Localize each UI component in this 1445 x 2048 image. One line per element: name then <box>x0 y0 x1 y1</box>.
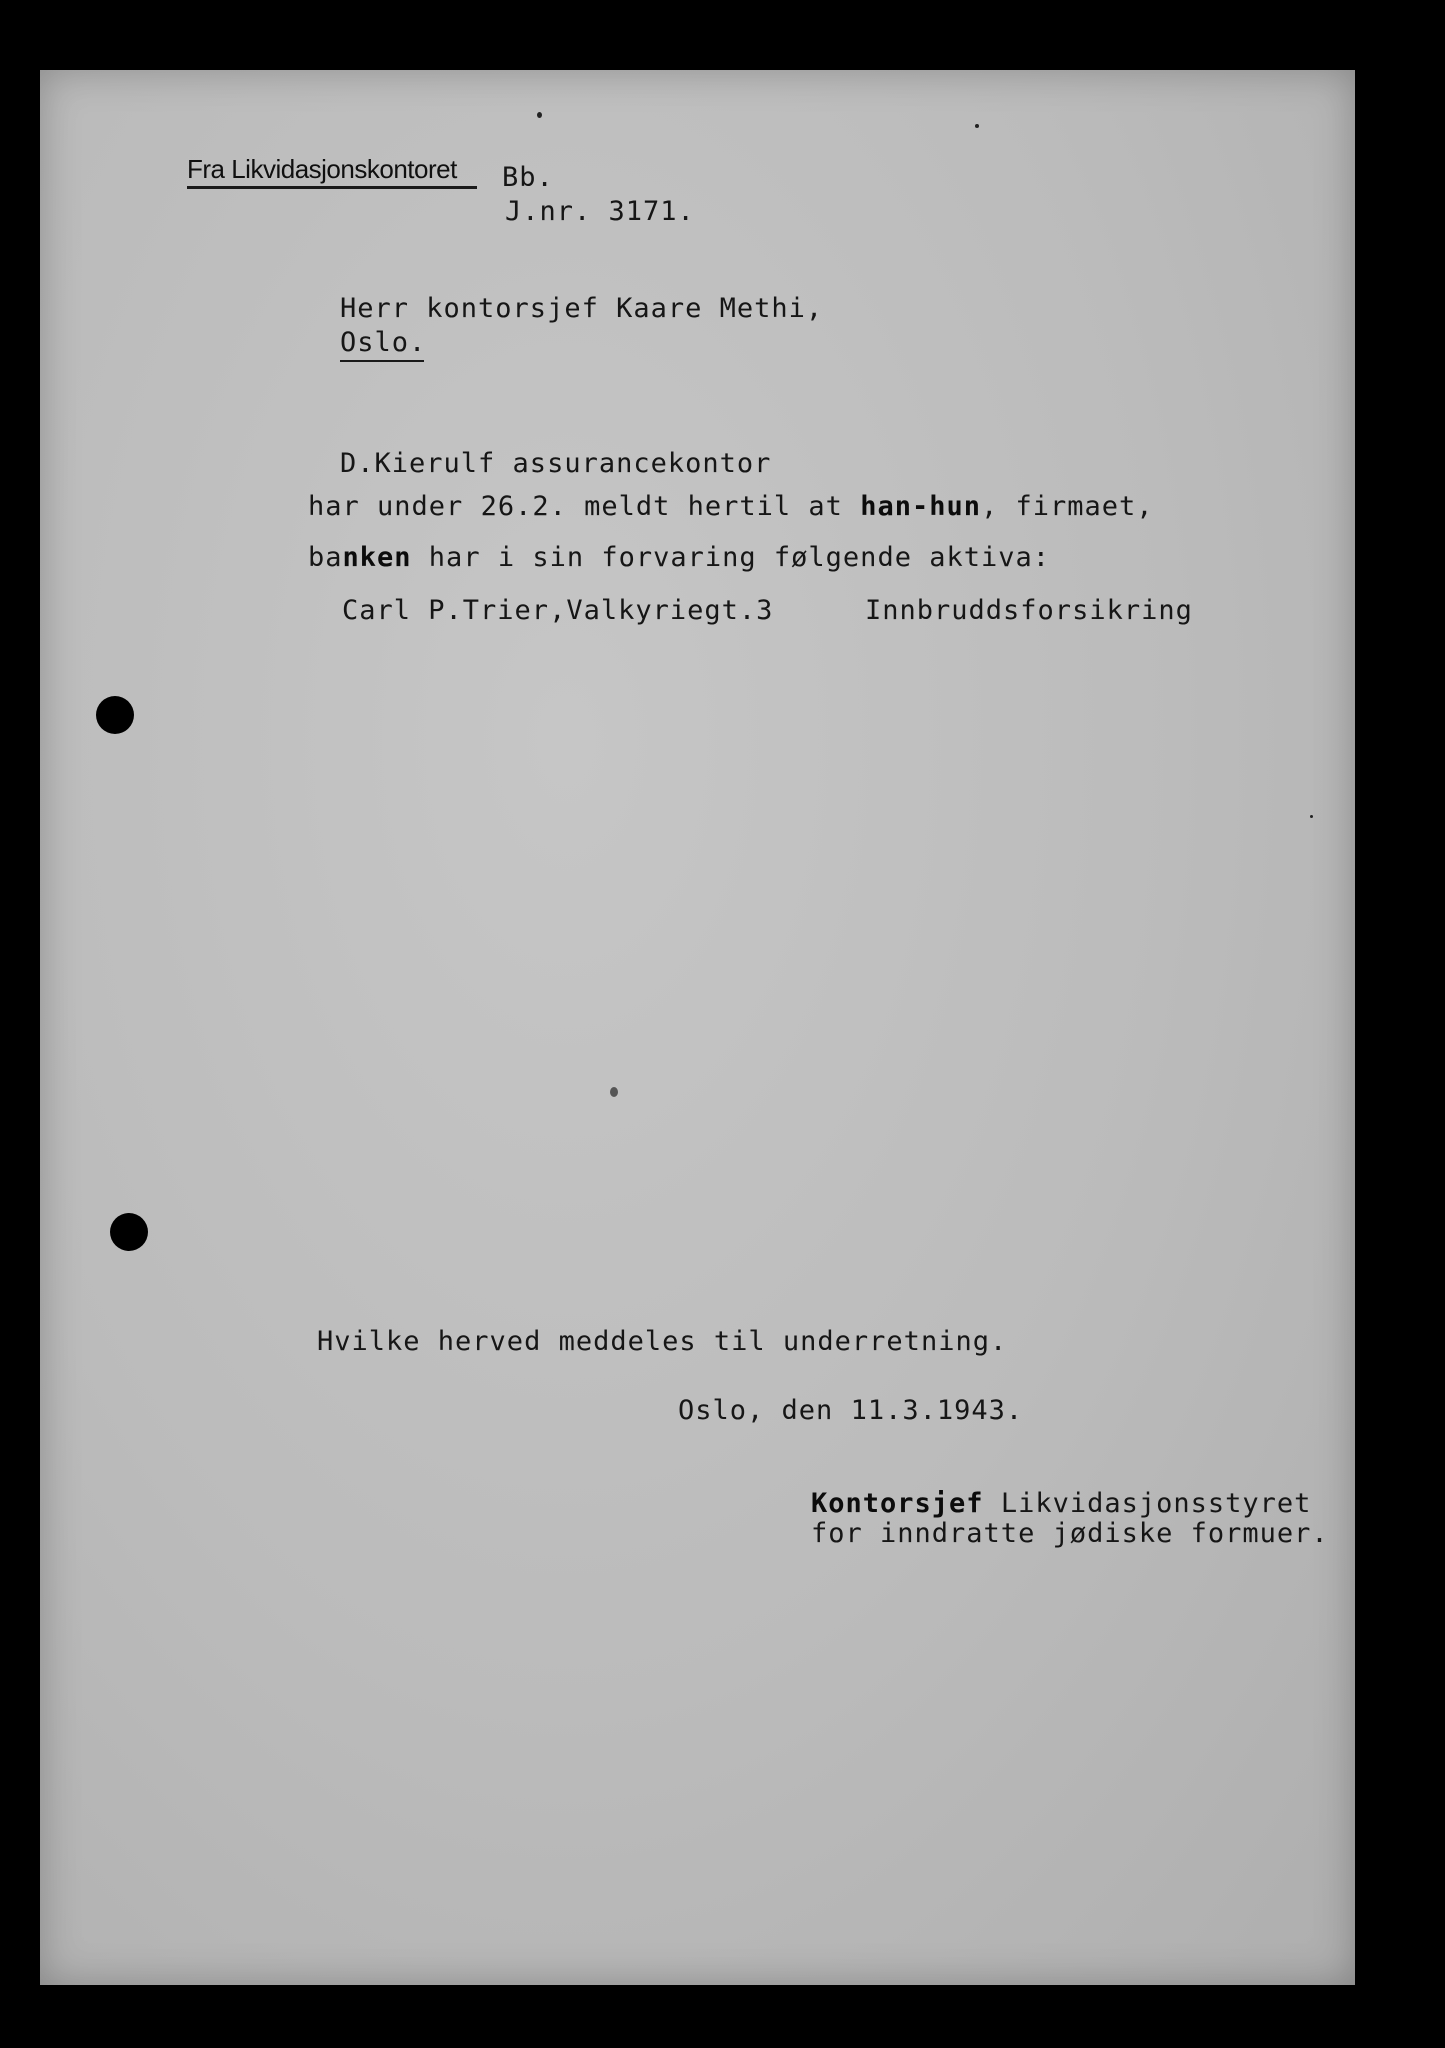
speck <box>610 1087 618 1097</box>
holdings-line-suffix: har i sin forvaring følgende aktiva: <box>411 542 1050 573</box>
signature-line-2: for inndratte jødiske formuer. <box>811 1518 1329 1549</box>
struck-title: Kontorsjef <box>811 1488 984 1519</box>
punch-hole-bottom <box>110 1213 148 1251</box>
place-date <box>678 1397 1023 1424</box>
ref-initials: Bb. <box>502 162 554 193</box>
report-line-middle: meldt hertil at <box>566 491 861 522</box>
recipient-city: Oslo. <box>340 327 427 358</box>
letter-date: 11.3.1943. <box>850 1395 1024 1426</box>
asset-owner: Carl P.Trier,Valkyriegt.3 <box>342 595 774 626</box>
notice-text: Hvilke herved meddeles til underretning. <box>317 1326 1008 1357</box>
speck <box>537 112 542 118</box>
struck-bank: nken <box>342 542 412 573</box>
document-page <box>40 70 1355 1985</box>
office-stamp-underline <box>187 186 477 189</box>
asset-type: Innbruddsforsikring <box>865 595 1193 626</box>
punch-hole-top <box>96 696 134 734</box>
journal-number: J.nr. 3171. <box>505 196 695 227</box>
office-stamp: Fra Likvidasjonskontoret <box>187 154 457 184</box>
report-date: 26.2. <box>480 491 567 522</box>
place-date-prefix: Oslo, den <box>678 1395 851 1426</box>
report-line-prefix: har under <box>308 491 481 522</box>
report-line <box>308 493 1154 520</box>
signature-org: Likvidasjonsstyret <box>983 1488 1312 1519</box>
speck <box>975 124 979 128</box>
struck-pronoun: han-hun <box>860 491 981 522</box>
recipient-city-underline <box>340 360 424 362</box>
report-line-suffix: , firmaet, <box>980 491 1154 522</box>
company-name: D.Kierulf assurancekontor <box>340 448 772 479</box>
holdings-line-prefix: ba <box>308 542 343 573</box>
speck <box>1310 815 1313 818</box>
recipient-name: Herr kontorsjef Kaare Methi, <box>340 293 824 324</box>
holdings-line <box>308 544 1050 571</box>
signature-line-1 <box>811 1490 1311 1517</box>
